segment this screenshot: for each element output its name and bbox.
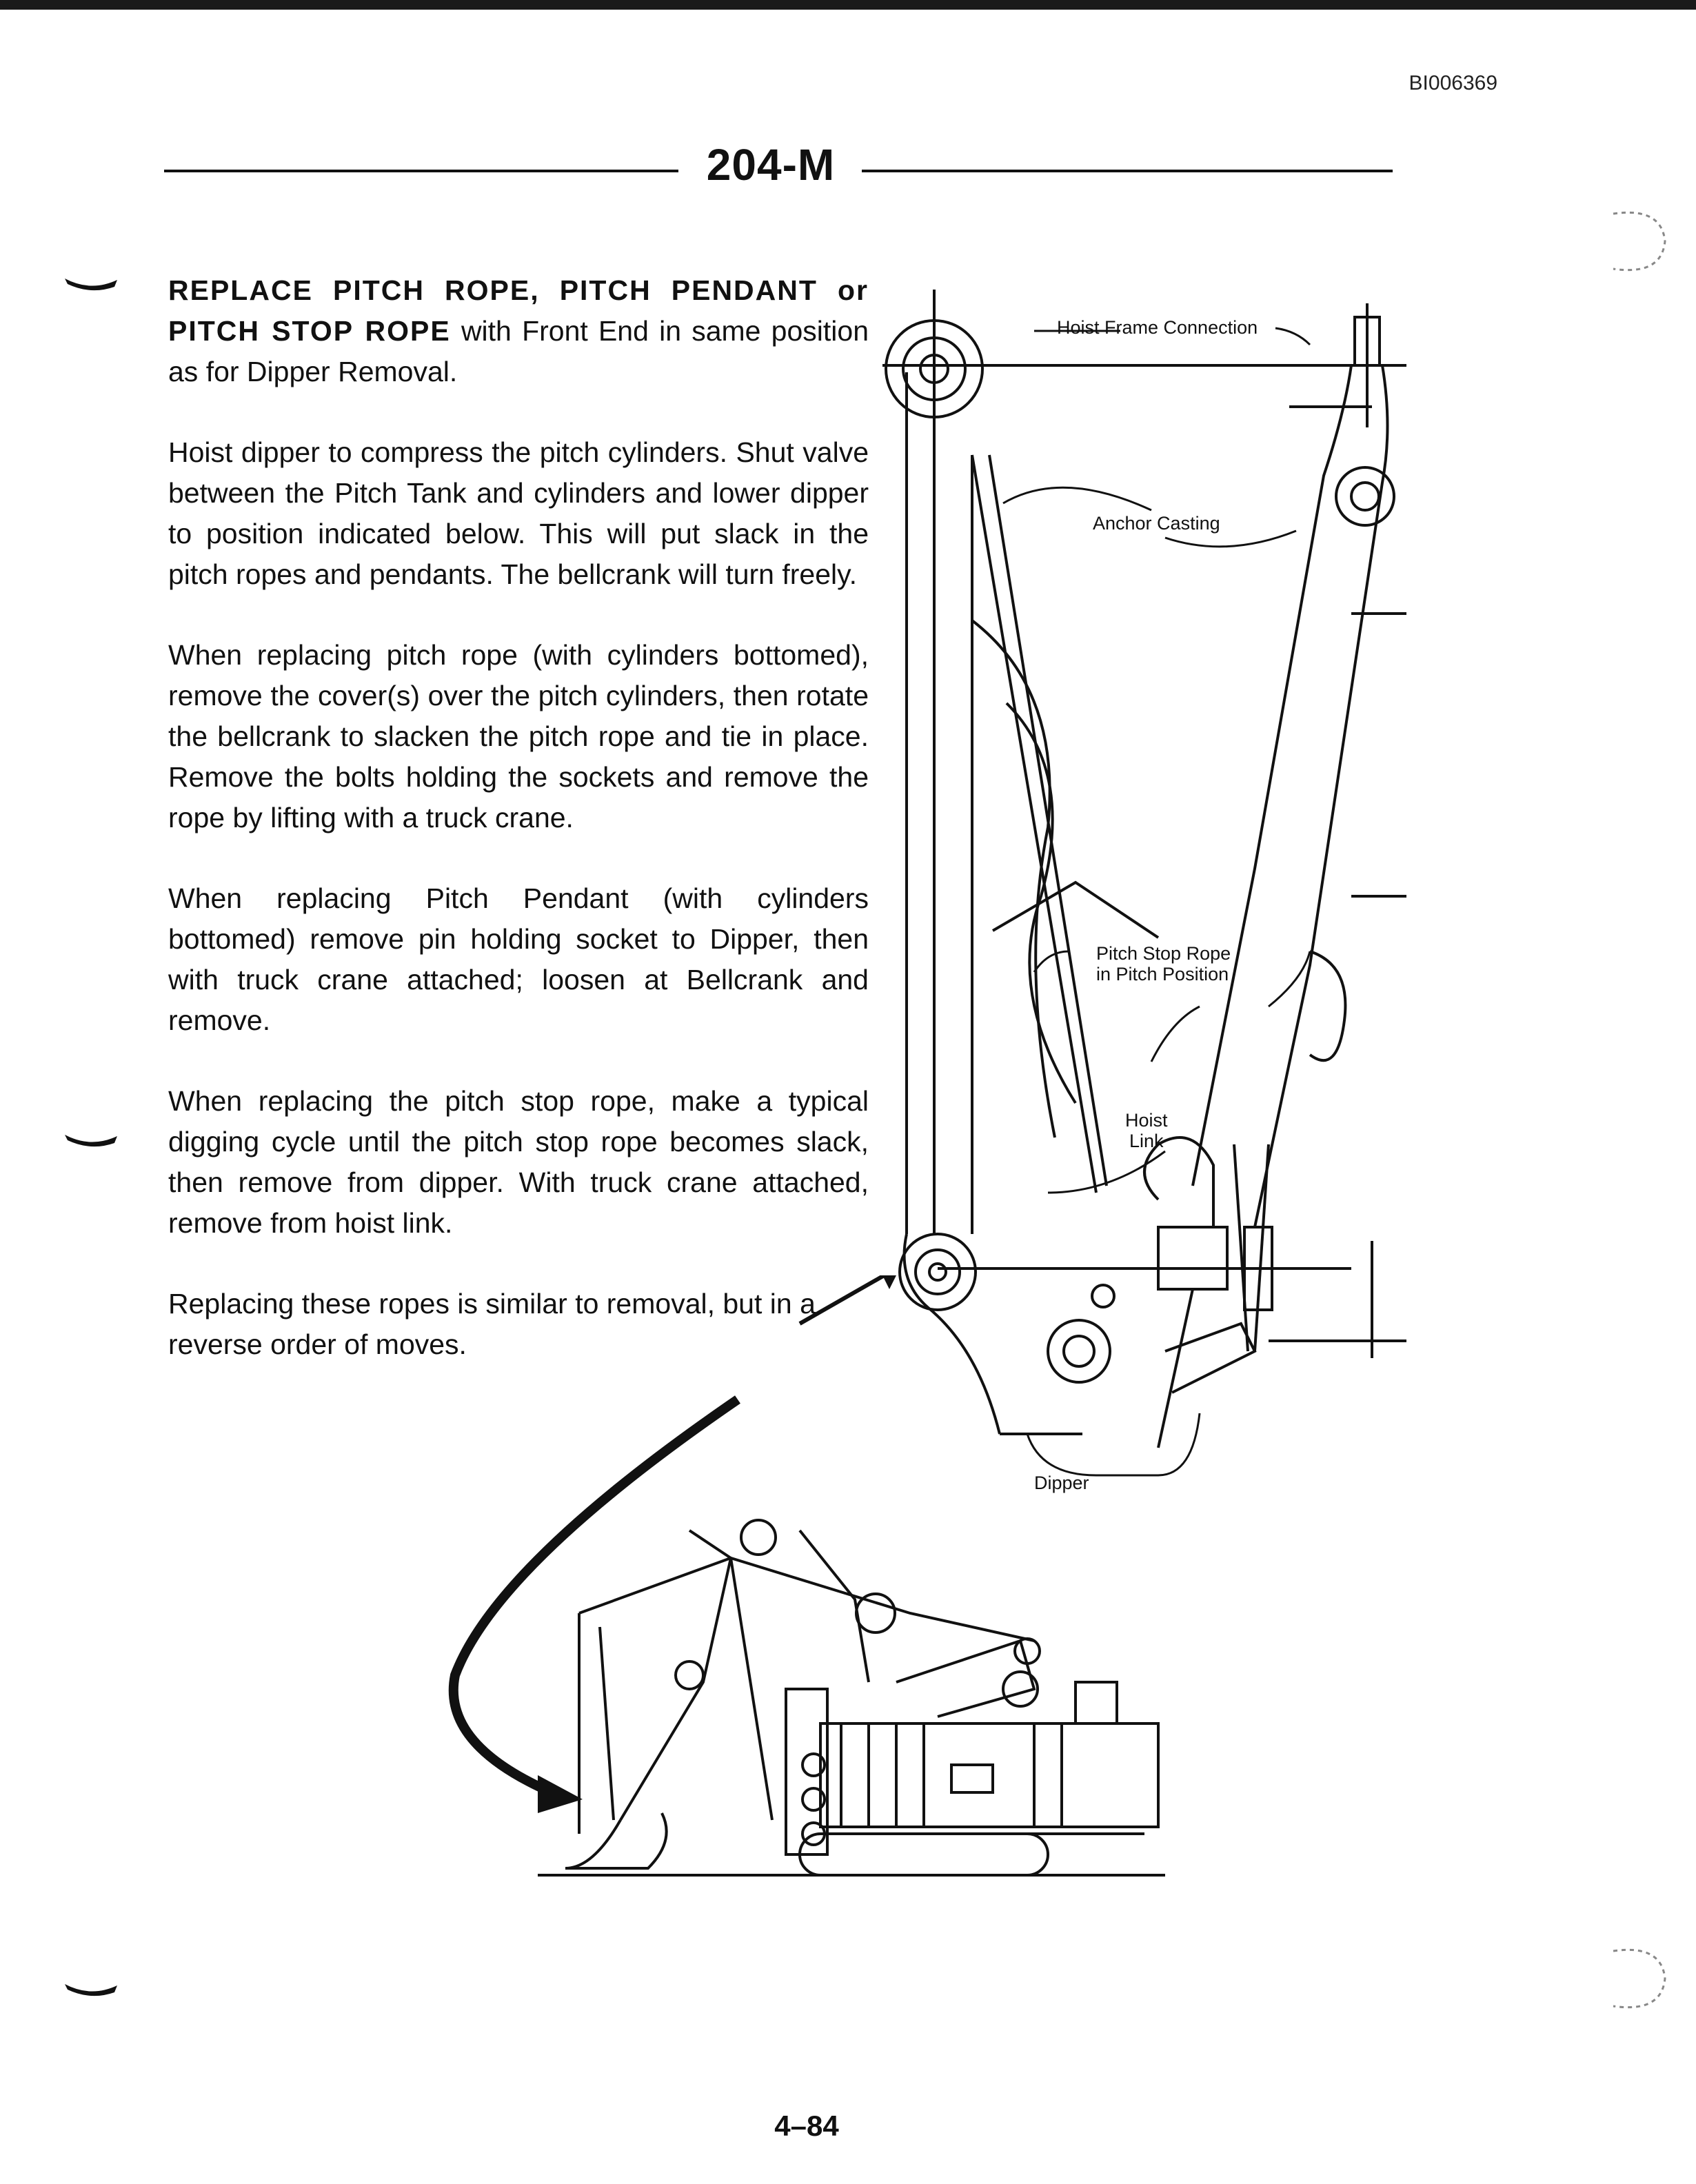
label-link: Link — [1129, 1131, 1164, 1151]
page-top-rule — [0, 0, 1696, 10]
label-hoist: Hoist — [1125, 1110, 1168, 1131]
paragraph-pitch-pendant: When replacing Pitch Pendant (with cylinders bottomed) remove pin holding socket to Dipper, then with truck crane attached; loosen at Bellcrank and remove. — [168, 882, 869, 1036]
label-dipper: Dipper — [1034, 1473, 1089, 1493]
heading-rule-right — [862, 170, 1393, 172]
paragraph-pitch-rope: When replacing pitch rope (with cylinders bottomed), remove the cover(s) over the pitch cylinders, then rotate the bellcrank to slacken the pitch rope and tie in place. Remove the bolts holding the sockets and remove the rope by lifting with a truck crane. — [168, 639, 869, 833]
label-anchor-casting: Anchor Casting — [1093, 513, 1220, 534]
section-header — [164, 139, 1393, 201]
label-pitch-position: in Pitch Position — [1096, 964, 1229, 984]
section-heading: 204-M — [706, 140, 836, 190]
punch-hole-icon — [1599, 1937, 1675, 2020]
front-end-diagram — [869, 276, 1420, 1503]
paragraph-replacing: Replacing these ropes is similar to removal, but in a reverse order of moves. — [168, 1288, 816, 1360]
heading-rule-left — [164, 170, 678, 172]
document-id: BI006369 — [1409, 72, 1497, 94]
margin-tick-icon — [63, 1131, 119, 1151]
margin-tick-icon — [63, 274, 119, 295]
punch-hole-icon — [1599, 200, 1675, 283]
lead-rest: with Front End in same position as for Dipper Removal. — [168, 315, 869, 387]
label-hoist-frame-connection: Hoist Frame Connection — [1057, 317, 1258, 338]
lead-paragraph — [168, 270, 869, 392]
label-pitch-stop-rope: Pitch Stop Rope — [1096, 943, 1231, 964]
shovel-illustration — [414, 1393, 1172, 1889]
page-number: 4–84 — [774, 2110, 839, 2142]
paragraph-pitch-stop-rope: When replacing the pitch stop rope, make a typical digging cycle until the pitch stop rope becomes slack, then remove from dipper. With truck crane attached, remove from hoist link. — [168, 1085, 869, 1239]
margin-tick-icon — [63, 1980, 119, 2001]
instruction-text — [168, 270, 869, 1405]
paragraph-hoist: Hoist dipper to compress the pitch cylinders. Shut valve between the Pitch Tank and cylinders and lower dipper to position indicated below. This will put slack in the pitch ropes and pendants. The bellcrank will turn freely. — [168, 436, 869, 590]
lead-title: REPLACE PITCH ROPE, PITCH PENDANT or PITCH STOP ROPE — [168, 274, 869, 347]
